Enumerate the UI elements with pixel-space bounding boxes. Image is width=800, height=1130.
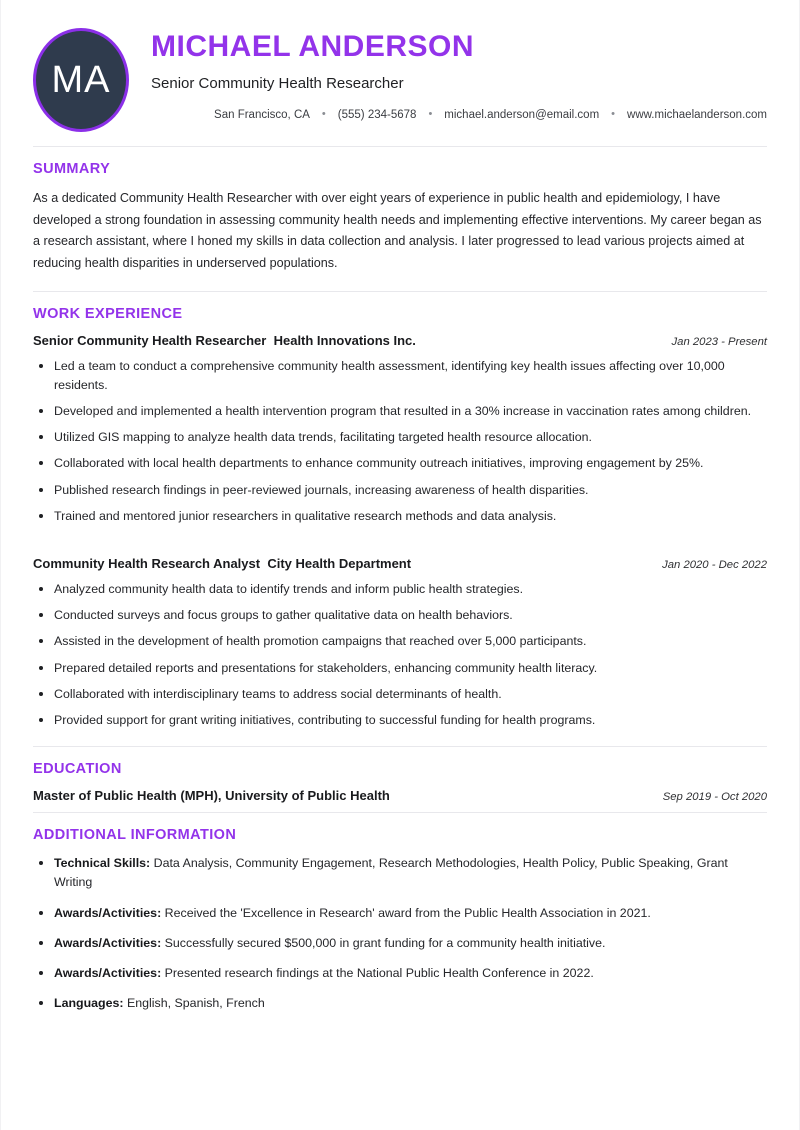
contact-item[interactable]: (555) 234-5678 (337, 108, 417, 121)
education-list (33, 788, 767, 805)
additional-information-value: Received the 'Excellence in Research' award from the Public Health Association in 2021. (164, 905, 651, 920)
experience-company: Health Innovations Inc. (273, 332, 416, 348)
resume-header (33, 0, 767, 146)
section-education (33, 747, 767, 805)
additional-information-item (33, 904, 767, 923)
experience-bullet-list (33, 580, 767, 730)
header-text-block (129, 26, 767, 123)
experience-bullet: Collaborated with interdisciplinary teams to address social determinants of health. (33, 685, 767, 704)
education-entry (33, 788, 767, 805)
experience-position: Community Health Research Analyst (33, 556, 261, 572)
additional-information-value: Data Analysis, Community Engagement, Research Methodologies, Health Policy, Public Speaking, Grant Writing (54, 856, 728, 890)
section-work-experience (33, 292, 767, 731)
avatar (33, 28, 129, 132)
additional-information-list (33, 854, 767, 1013)
additional-information-item (33, 854, 767, 892)
experience-heading (33, 333, 416, 350)
experience-date: Jan 2020 - Dec 2022 (662, 559, 767, 572)
section-title-education: EDUCATION (33, 761, 122, 778)
additional-information-label: Awards/Activities: (54, 935, 162, 950)
education-entry-header (33, 788, 767, 805)
additional-information-value: Presented research findings at the National Public Health Conference in 2022. (164, 966, 594, 981)
experience-date: Jan 2023 - Present (671, 335, 767, 348)
experience-spacer (33, 542, 767, 556)
additional-information-value: Successfully secured $500,000 in grant funding for a community health initiative. (164, 935, 606, 950)
experience-position: Senior Community Health Researcher (33, 332, 267, 348)
additional-information-value: English, Spanish, French (127, 996, 265, 1011)
section-title-work-experience: WORK EXPERIENCE (33, 305, 183, 322)
experience-entry (33, 333, 767, 526)
contact-separator-dot: • (611, 107, 616, 120)
experience-bullet-list (33, 357, 767, 527)
experience-company: City Health Department (267, 556, 412, 572)
section-title-summary: SUMMARY (33, 161, 111, 177)
additional-information-item (33, 934, 767, 953)
additional-information-item (33, 964, 767, 983)
section-additional-information (33, 813, 767, 1013)
education-date: Sep 2019 - Oct 2020 (662, 791, 767, 804)
contact-line (151, 107, 767, 123)
contact-separator-dot: • (321, 107, 326, 120)
experience-entry (33, 556, 767, 730)
summary-text: As a dedicated Community Health Researcher with over eight years of experience in public health and epidemiology, I have developed a strong foundation in assessing community health needs and implementing effective interventions. My career began as a research assistant, where I honed my skills in data collection and analysis. I later progressed to lead various projects aimed at reducing health disparities in underserved populations. (33, 191, 762, 270)
experience-bullet: Prepared detailed reports and presentations for stakeholders, enhancing community health literacy. (33, 659, 767, 678)
additional-information-label: Technical Skills: (54, 856, 151, 871)
section-title-additional-information: ADDITIONAL INFORMATION (33, 827, 237, 844)
contact-item[interactable]: www.michaelanderson.com (627, 108, 767, 121)
experience-bullet: Published research findings in peer-reviewed journals, increasing awareness of health disparities. (33, 481, 767, 500)
experience-heading (33, 556, 411, 573)
experience-bullet: Trained and mentored junior researchers in qualitative research methods and data analysis. (33, 507, 767, 526)
experience-bullet: Collaborated with local health departments to enhance community outreach initiatives, improving engagement by 25%. (33, 454, 767, 473)
experience-entry-header (33, 333, 767, 350)
education-degree: Master of Public Health (MPH), University of Public Health (33, 788, 390, 804)
additional-information-label: Languages: (54, 996, 124, 1011)
experience-bullet: Developed and implemented a health intervention program that resulted in a 30% increase in vaccination rates among children. (33, 402, 767, 421)
additional-information-item (33, 994, 767, 1013)
contact-item[interactable]: San Francisco, CA (214, 108, 310, 121)
contact-separator-dot: • (428, 107, 433, 120)
experience-entry-header (33, 556, 767, 573)
experience-bullet: Analyzed community health data to identify trends and inform public health strategies. (33, 580, 767, 599)
avatar-initials: MA (51, 58, 111, 101)
experience-bullet: Utilized GIS mapping to analyze health data trends, facilitating targeted health resource allocation. (33, 428, 767, 447)
experience-bullet: Led a team to conduct a comprehensive community health assessment, identifying key health issues affecting over 10,000 residents. (33, 357, 767, 395)
experience-bullet: Conducted surveys and focus groups to gather qualitative data on health behaviors. (33, 606, 767, 625)
experience-bullet: Assisted in the development of health promotion campaigns that reached over 5,000 participants. (33, 632, 767, 651)
experience-list (33, 333, 767, 731)
page-title: MICHAEL ANDERSON (151, 30, 475, 63)
additional-information-label: Awards/Activities: (54, 966, 162, 981)
additional-information-label: Awards/Activities: (54, 905, 162, 920)
experience-bullet: Provided support for grant writing initiatives, contributing to successful funding for health programs. (33, 711, 767, 730)
header-job-title: Senior Community Health Researcher (151, 74, 404, 92)
section-summary (33, 147, 767, 275)
contact-item[interactable]: michael.anderson@email.com (444, 108, 600, 121)
